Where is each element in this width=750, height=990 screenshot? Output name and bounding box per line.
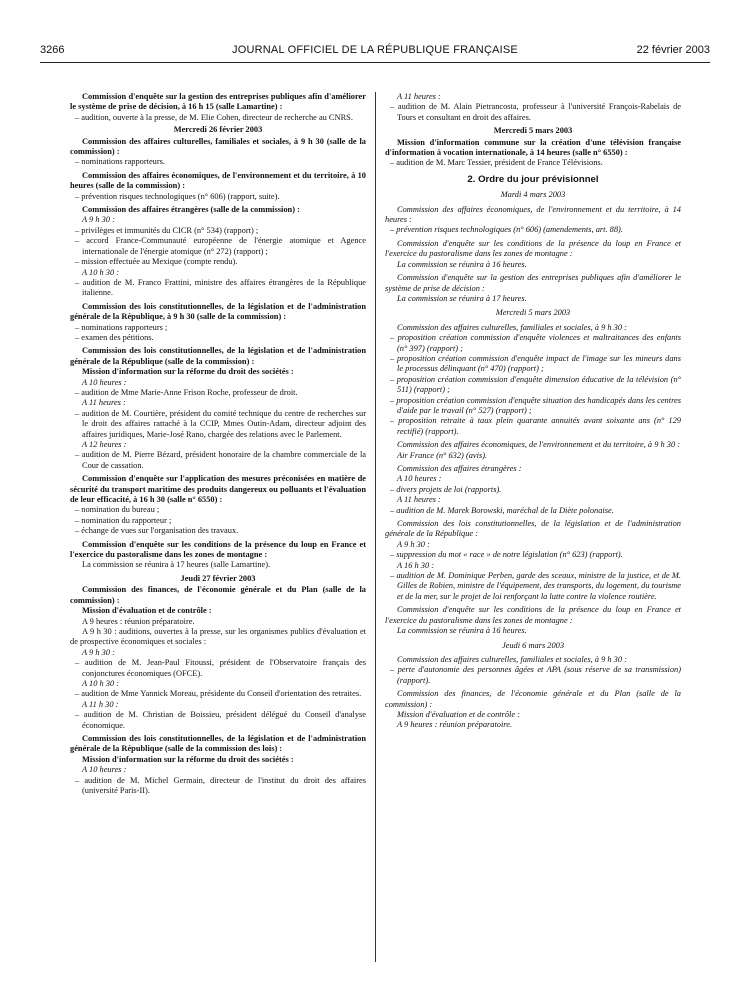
header-rule — [40, 62, 710, 63]
entry-item: – audition de Mme Yannick Moreau, présidente du Conseil d'orientation des retraites. — [75, 689, 362, 699]
entry-item: – audition, ouverte à la presse, de M. Elie Cohen, directeur de recherche au CNRS. — [75, 112, 353, 122]
entry-title: Commission d'enquête sur les conditions de la présence du loup en France et l'exercice du pastoralisme dans les zones de montagne : — [385, 238, 681, 259]
entry-item: – proposition création commission d'enquête violences et maltraitances des enfants (n° 397) (rapport) ; — [390, 333, 681, 353]
date-heading: Mardi 4 mars 2003 — [500, 190, 566, 200]
entry-item: – audition de Mme Marie-Anne Frison Roche, professeur de droit. — [75, 387, 298, 397]
entry-note: Air France (n° 632) (avis). — [397, 450, 488, 460]
entry-title: Commission des affaires économiques, de l'environnement et du territoire, à 14 heures : — [385, 204, 681, 225]
entry-title: Commission des lois constitutionnelles, de la législation et de l'administration générale de la République (salle de la commission des lois) : — [70, 733, 366, 754]
entry-item: – audition de M. Pierre Bézard, président honoraire de la chambre commerciale de la Cour de cassation. — [75, 450, 366, 470]
page-header — [40, 44, 710, 62]
entry-title: Commission des affaires étrangères : — [397, 464, 522, 473]
entry-item: – nomination du rapporteur ; — [75, 515, 172, 525]
date-heading: Mercredi 26 février 2003 — [173, 125, 263, 135]
entry-title: Commission d'enquête sur la gestion des entreprises publiques afin d'améliorer le système de prise de décision : — [385, 273, 681, 293]
date-heading: Jeudi 6 mars 2003 — [501, 640, 565, 650]
entry-title: Commission d'enquête sur les conditions de la présence du loup en France et l'exercice du pastoralisme dans les zones de montagne : — [385, 605, 681, 625]
entry-title: Commission d'enquête sur l'application des mesures préconisées en matière de sécurité du transport maritime des produits dangereux ou polluants et l'évaluation de leur efficacité, à 16 h 30 (salle n° 6550) : — [70, 474, 366, 505]
entry-title: Commission des lois constitutionnelles, de la législation et de l'administration générale de la République (salle de la commission) : — [70, 346, 366, 366]
time-label: A 9 h 30 : — [397, 539, 430, 549]
entry-note: A 9 h 30 : auditions, ouvertes à la presse, sur les organismes publics d'évaluation et de prospective économiques et sociales : — [70, 626, 366, 647]
entry-title: Commission des finances, de l'économie générale et du Plan (salle de la commission) : — [70, 585, 366, 605]
entry-item: – nomination du bureau ; — [75, 505, 160, 515]
entry-item: – perte d'autonomie des personnes âgées et APA (sous réserve de sa transmission) (rapport). — [390, 665, 681, 685]
entry-title: Commission des affaires économiques, de l'environnement et du territoire, à 10 heures (salle de la commission) : — [70, 170, 366, 191]
time-label: A 10 heures : — [82, 377, 127, 387]
column-divider — [375, 92, 376, 962]
entry-item: – audition de M. Marc Tessier, président de France Télévisions. — [390, 158, 603, 168]
entry-title: Mission d'information commune sur la création d'une télévision française d'information à vocation internationale, à 14 heures (salle n° 6550) : — [385, 137, 681, 158]
date-heading: Mercredi 5 mars 2003 — [493, 126, 573, 136]
entry-item: – audition de M. Franco Frattini, ministre des affaires étrangères de la République italienne. — [75, 277, 366, 298]
time-label: A 12 heures : — [82, 440, 127, 449]
entry-item: – suppression du mot « race » de notre législation (n° 623) (rapport). — [390, 550, 623, 560]
entry-item: – proposition création commission d'enquête impact de l'image sur les mineurs dans le processus délinquant (n° 470) (rapport) ; — [390, 353, 681, 374]
issue-date: 22 février 2003 — [636, 44, 710, 56]
entry-title: Commission des affaires économiques, de l'environnement et du territoire, à 9 h 30 : — [397, 440, 681, 450]
mission-heading: Mission d'information sur la réforme du droit des sociétés : — [82, 754, 294, 764]
entry-item: – proposition création commission d'enquête situation des handicapés dans les centres d'aide par le travail (n° 527) (rapport) ; — [390, 395, 681, 415]
time-label: A 16 h 30 : — [397, 560, 435, 570]
entry-item: – audition de M. Alain Pietrancosta, professeur à l'université François-Rabelais de Tours et consultant en droit des affaires. — [390, 102, 681, 122]
entry-note: La commission se réunira à 17 heures. — [397, 293, 527, 303]
entry-item: – audition de M. Jean-Paul Fitoussi, président de l'Observatoire français des conjonctures économiques (OFCE). — [75, 658, 366, 678]
entry-item: – proposition retraite à taux plein quarante annuités avant soixante ans (n° 129 rectifié) (rapport). — [390, 416, 681, 436]
entry-item: – privilèges et immunités du CICR (n° 534) (rapport) ; — [75, 225, 259, 235]
entry-note: La commission se réunira à 16 heures. — [397, 259, 527, 269]
time-label: A 10 heures : — [397, 474, 442, 484]
mission-heading: Mission d'information sur la réforme du droit des sociétés : — [82, 367, 294, 377]
time-label: A 11 heures : — [397, 495, 441, 505]
mission-heading: Mission d'évaluation et de contrôle : — [397, 709, 520, 719]
entry-item: – audition de M. Courtière, président du comité technique du centre de recherches sur le droit des affaires rattaché à la CCIP, Mmes Outin-Adam, directeur adjoint des affaires juridiques, Marie-José Rano, chargée des relations avec le Parlement. — [75, 408, 366, 439]
entry-item: – nominations rapporteurs ; — [75, 322, 168, 332]
time-label: A 10 h 30 : — [82, 267, 120, 277]
time-label: A 9 h 30 : — [82, 215, 115, 225]
entry-title: Commission des affaires culturelles, familiales et sociales, à 9 h 30 : — [397, 322, 627, 332]
time-label: A 11 heures : — [397, 92, 441, 101]
entry-title: Commission d'enquête sur la gestion des entreprises publiques afin d'améliorer le système de prise de décision, à 16 h 15 (salle Lamartine) : — [70, 92, 366, 112]
time-label: A 10 heures : — [82, 765, 127, 775]
date-heading: Jeudi 27 février 2003 — [180, 573, 256, 583]
entry-item: – mission effectuée au Mexique (compte rendu). — [75, 257, 238, 267]
page-number: 3266 — [40, 44, 65, 56]
time-label: A 11 h 30 : — [82, 699, 119, 709]
time-label: A 9 h 30 : — [82, 647, 115, 657]
entry-title: Commission des lois constitutionnelles, de la législation et de l'administration générale de la République, à 9 h 30 (salle de la commission) : — [70, 301, 366, 322]
entry-item: – audition de M. Marek Borowski, maréchal de la Diète polonaise. — [390, 505, 614, 515]
entry-title: Commission des affaires étrangères (salle de la commission) : — [82, 205, 300, 215]
entry-note: A 9 heures : réunion préparatoire. — [82, 616, 195, 626]
date-heading: Mercredi 5 mars 2003 — [495, 308, 571, 318]
entry-item: – examen des pétitions. — [75, 332, 154, 342]
entry-item: – audition de M. Dominique Perben, garde des sceaux, ministre de la justice, et de M. Gilles de Robien, ministre de l'équipement, des transports, du logement, du tourisme et de la mer, sur le projet de loi renforçant la lutte contre la violence routière. — [390, 571, 681, 601]
entry-item: – échange de vues sur l'organisation des travaux. — [75, 526, 239, 536]
entry-item: – divers projets de loi (rapports). — [390, 484, 502, 494]
entry-note: La commission se réunira à 16 heures. — [397, 626, 527, 636]
right-column — [385, 92, 681, 731]
entry-title: Commission des finances, de l'économie générale et du Plan (salle de la commission) : — [385, 689, 681, 709]
entry-title: Commission des affaires culturelles, familiales et sociales, à 9 h 30 (salle de la commission) : — [70, 136, 366, 157]
entry-item: – accord France-Communauté européenne de l'énergie atomique et Agence internationale de l'énergie atomique (n° 272) (rapport) ; — [75, 236, 366, 256]
section-heading: 2. Ordre du jour prévisionnel — [467, 173, 599, 185]
entry-title: Commission des lois constitutionnelles, de la législation et de l'administration générale de la République : — [385, 519, 681, 539]
entry-title: Commission d'enquête sur les conditions de la présence du loup en France et l'exercice du pastoralisme dans les zones de montagne : — [70, 539, 366, 560]
entry-item: – audition de M. Michel Germain, directeur de l'institut du droit des affaires (université Paris-II). — [75, 775, 366, 795]
entry-item: – prévention risques technologiques (n° 606) (amendements, art. 88). — [390, 225, 623, 235]
mission-heading: Mission d'évaluation et de contrôle : — [82, 606, 212, 616]
left-column — [70, 92, 366, 796]
entry-title: Commission des affaires culturelles, familiales et sociales, à 9 h 30 : — [397, 654, 627, 664]
time-label: A 11 heures : — [82, 398, 126, 408]
entry-note: La commission se réunira à 17 heures (salle Lamartine). — [82, 560, 271, 570]
entry-note: A 9 heures : réunion préparatoire. — [397, 720, 513, 730]
entry-item: – prévention risques technologiques (n° 606) (rapport, suite). — [75, 191, 280, 201]
entry-item: – audition de M. Christian de Boissieu, président délégué du Conseil d'analyse économique. — [75, 710, 366, 730]
entry-item: – proposition création commission d'enquête dimension éducative de la télévision (n° 511) (rapport) ; — [390, 374, 681, 395]
entry-item: – nominations rapporteurs. — [75, 157, 166, 167]
journal-title: JOURNAL OFFICIEL DE LA RÉPUBLIQUE FRANÇAISE — [232, 44, 518, 56]
time-label: A 10 h 30 : — [82, 678, 120, 688]
